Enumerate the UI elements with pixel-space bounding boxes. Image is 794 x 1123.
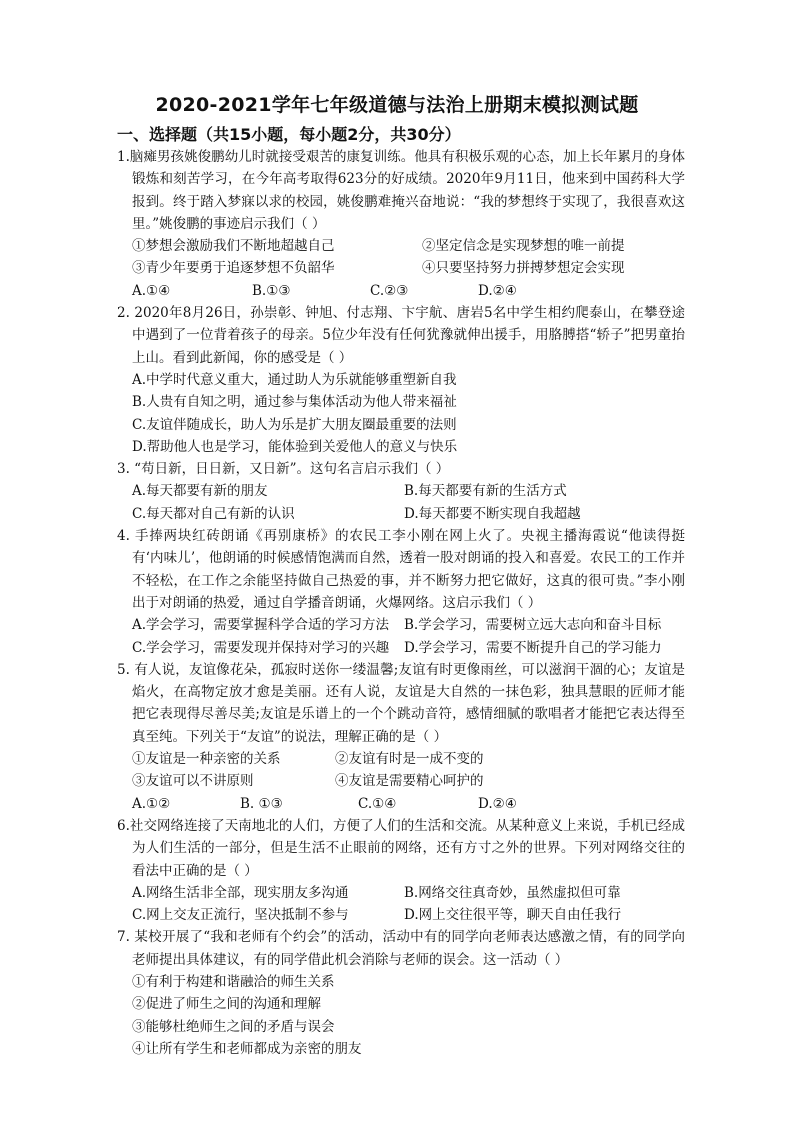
- choice-row: [117, 480, 685, 502]
- statement: ①梦想会激励我们不断地超越自己: [132, 238, 335, 255]
- question-stem: 3. “苟日新，日日新，又日新”。这句名言启示我们（ ）: [117, 461, 450, 478]
- statement-row: [117, 235, 685, 257]
- choice-a[interactable]: A.①④: [132, 282, 171, 299]
- choice-c[interactable]: C.②③: [370, 282, 409, 299]
- statement-row: [117, 748, 685, 770]
- choice-row: [117, 904, 685, 926]
- choice-d[interactable]: D.②④: [478, 795, 517, 812]
- question-stem: 1.脑瘫男孩姚俊鹏幼儿时就接受艰苦的康复训练。他具有积极乐观的心态，加上长年累月的身体锻炼和刻苦学习，在今年高考取得623分的好成绩。2020年9月11日，他来到中国药科大学报到。终于踏入梦寐以求的校园，姚俊鹏难掩兴奋地说：“我的梦想终于实现了，我很喜欢这里。”姚俊鹏的事迹启示我们（ ）: [117, 149, 685, 232]
- choice-b[interactable]: B.人贵有自知之明，通过参与集体活动为他人带来福祉: [132, 394, 457, 411]
- section-heading: 一、选择题（共15小题，每小题2分，共30分）: [117, 125, 461, 144]
- choice-row: [117, 280, 685, 302]
- question-6: [117, 815, 685, 926]
- choice-c[interactable]: C.①④: [358, 795, 397, 812]
- choice-a[interactable]: A.网络生活非全部，现实朋友多沟通: [132, 884, 349, 901]
- question-5: [117, 659, 685, 815]
- statement: ④只要坚持努力拼搏梦想定会实现: [422, 260, 625, 277]
- statement: ③青少年要勇于追逐梦想不负韶华: [132, 260, 335, 277]
- statement: ②友谊有时是一成不变的: [335, 751, 484, 768]
- choice-row: [117, 503, 685, 525]
- question-stem: 6.社交网络连接了天南地北的人们，方便了人们的生活和交流。从某种意义上来说，手机已经成为人们生活的一部分，但是生活不止眼前的网络，还有方寸之外的世界。下列对网络交往的看法中正确的是（ ）: [117, 817, 685, 879]
- choice-b[interactable]: B.网络交往真奇妙，虽然虚拟但可靠: [404, 884, 621, 901]
- choice-row: [117, 882, 685, 904]
- choice-d[interactable]: D.帮助他人也是学习，能体验到关爱他人的意义与快乐: [132, 438, 458, 455]
- statement: ①有利于构建和谐融洽的师生关系: [132, 973, 335, 990]
- statement: ④友谊是需要精心呵护的: [335, 773, 484, 790]
- statement: ②坚定信念是实现梦想的唯一前提: [422, 238, 625, 255]
- statement: ③友谊可以不讲原则: [132, 773, 254, 790]
- question-stem: 5. 有人说，友谊像花朵，孤寂时送你一缕温馨;友谊有时更像雨丝，可以滋润干涸的心；友谊是焰火，在高物定放才愈是美丽。还有人说，友谊是大自然的一抹色彩，独具慧眼的匠师才能把它表现得尽善尽美;友谊是乐谱上的一个个跳动音符，感情细腻的歌唱者才能把它表达得至真至纯。下列关于“友谊”的说法，理解正确的是（ ）: [117, 661, 685, 745]
- choice-row: [117, 614, 685, 636]
- statement: ②促进了师生之间的沟通和理解: [132, 996, 321, 1013]
- statement: ③能够杜绝师生之间的矛盾与误会: [132, 1018, 335, 1035]
- choice-c[interactable]: C.学会学习，需要发现并保持对学习的兴趣: [132, 639, 390, 656]
- choice-d[interactable]: D.每天都要不断实现自我超越: [404, 505, 581, 522]
- choice-a[interactable]: A.每天都要有新的朋友: [132, 483, 268, 500]
- statement: ①友谊是一种亲密的关系: [132, 751, 281, 768]
- statement: ④让所有学生和老师都成为亲密的朋友: [132, 1040, 362, 1057]
- question-3: [117, 458, 685, 525]
- question-7: [117, 926, 685, 1060]
- choice-d[interactable]: D.②④: [478, 282, 517, 299]
- choice-b[interactable]: B. ①③: [240, 795, 283, 812]
- choice-a[interactable]: A.学会学习，需要掌握科学合适的学习方法: [132, 617, 390, 634]
- choice-b[interactable]: B.每天都要有新的生活方式: [404, 483, 567, 500]
- choice-b[interactable]: B.①③: [252, 282, 291, 299]
- question-4: [117, 525, 685, 659]
- choice-c[interactable]: C.网上交友正流行，坚决抵制不参与: [132, 907, 349, 924]
- question-1: [117, 146, 685, 302]
- statement-row: [117, 257, 685, 279]
- choice-row: [117, 793, 685, 815]
- page-title: 2020-2021学年七年级道德与法治上册期末模拟测试题: [155, 94, 639, 116]
- choice-a[interactable]: A.中学时代意义重大，通过助人为乐就能够重塑新自我: [132, 371, 457, 388]
- choice-d[interactable]: D.学会学习，需要不断提升自己的学习能力: [404, 639, 662, 656]
- question-2: [117, 302, 685, 458]
- choice-b[interactable]: B.学会学习，需要树立远大志向和奋斗目标: [404, 617, 662, 634]
- question-stem: 2. 2020年8月26日，孙崇彰、钟旭、付志翔、卞宇航、唐岩5名中学生相约爬泰山，在攀登途中遇到了一位背着孩子的母亲。5位少年没有任何犹豫就伸出援手，用胳膊搭“轿子”把男童抬上山。看到此新闻，你的感受是（ ）: [117, 305, 685, 366]
- question-list: [117, 146, 685, 1060]
- choice-row: [117, 637, 685, 659]
- question-stem: 4. 手捧两块红砖朗诵《再别康桥》的农民工李小刚在网上火了。央视主播海霞说“他读得挺有‘内味儿’，他朗诵的时候感情饱满而自然，透着一股对朗诵的投入和喜爱。农民工的工作并不轻松，在工作之余能坚持做自己热爱的事，并不断努力把它做好，这真的很可贵。”李小刚出于对朗诵的热爱，通过自学播音朗诵，火爆网络。这启示我们（ ）: [117, 528, 685, 611]
- statement-row: [117, 770, 685, 792]
- choice-d[interactable]: D.网上交往很平等，聊天自由任我行: [404, 907, 622, 924]
- choice-c[interactable]: C.友谊伴随成长，助人为乐是扩大朋友圈最重要的法则: [132, 416, 457, 433]
- choice-c[interactable]: C.每天都对自己有新的认识: [132, 505, 295, 522]
- choice-a[interactable]: A.①②: [132, 795, 171, 812]
- question-stem: 7. 某校开展了“我和老师有个约会”的活动，活动中有的同学向老师表达感激之情，有的同学向老师提出具体建议，有的同学借此机会消除与老师的误会。这一活动（ ）: [117, 929, 685, 968]
